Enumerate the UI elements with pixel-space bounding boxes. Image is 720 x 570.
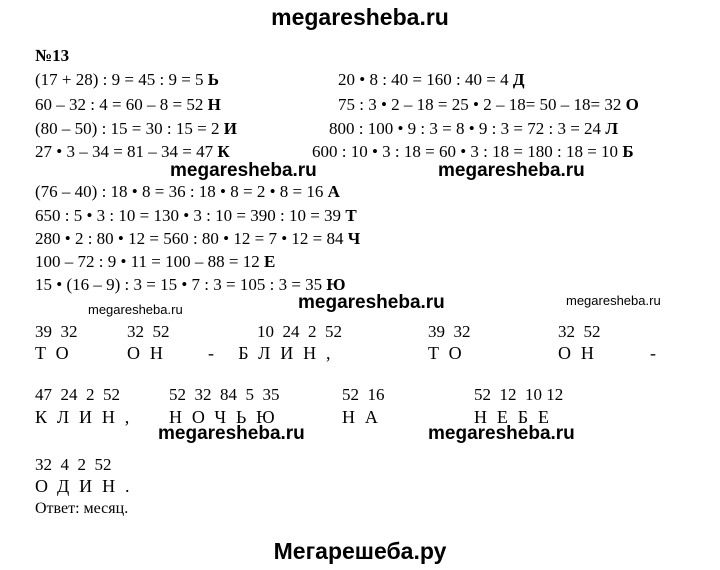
- equation-left-4: 27 • 3 – 34 = 81 – 34 = 47 К: [35, 142, 230, 161]
- answer-text: Ответ: месяц.: [35, 500, 129, 517]
- watermark-mid-b: megaresheba.ru: [438, 160, 585, 181]
- equation-full-5: 15 • (16 – 9) : 3 = 15 • 7 : 3 = 105 : 3 = 35 Ю: [35, 275, 346, 294]
- decode-letters-7: КЛИН,: [35, 407, 140, 427]
- equation-full-4: 100 – 72 : 9 • 11 = 100 – 88 = 12 Е: [35, 252, 276, 271]
- equation-full-2: 650 : 5 • 3 : 10 = 130 • 3 : 10 = 390 : 10 = 39 Т: [35, 206, 357, 225]
- watermark-mid-e: megaresheba.ru: [566, 293, 661, 308]
- decode-nums-9: 52 16: [342, 385, 385, 404]
- decode-nums-11: 32 4 2 52: [35, 455, 112, 474]
- decode-nums-10: 52 12 10 12: [474, 385, 564, 404]
- equation-left-3: (80 – 50) : 15 = 30 : 15 = 2 И: [35, 119, 237, 138]
- watermark-mid-d: megaresheba.ru: [298, 292, 445, 313]
- watermark-mid-g: megaresheba.ru: [428, 423, 575, 444]
- equation-left-2: 60 – 32 : 4 = 60 – 8 = 52 Н: [35, 95, 221, 114]
- watermark-mid-f: megaresheba.ru: [158, 423, 305, 444]
- decode-letters-2: ОН: [127, 343, 173, 363]
- equation-full-1: (76 – 40) : 18 • 8 = 36 : 18 • 8 = 2 • 8 = 16 А: [35, 182, 340, 201]
- equation-right-1: 20 • 8 : 40 = 160 : 40 = 4 Д: [338, 70, 525, 89]
- decode-nums-4: 39 32: [428, 322, 471, 341]
- equation-right-4: 600 : 10 • 3 : 18 = 60 • 3 : 18 = 180 : 18 = 10 Б: [312, 142, 634, 161]
- equation-right-2: 75 : 3 • 2 – 18 = 25 • 2 – 18= 50 – 18= 32 О: [338, 95, 639, 114]
- decode-letters-3: - БЛИН,: [208, 343, 341, 363]
- decode-nums-3: 10 24 2 52: [257, 322, 342, 341]
- decode-letters-8: НОЧЬЮ: [169, 407, 285, 427]
- watermark-mid-c: megaresheba.ru: [88, 302, 183, 317]
- decode-nums-1: 39 32: [35, 322, 78, 341]
- decode-letters-4: ТО: [428, 343, 472, 363]
- decode-letters-6: -: [650, 343, 666, 363]
- decode-letters-9: НА: [342, 407, 388, 427]
- task-number: №13: [35, 46, 70, 65]
- decode-nums-8: 52 32 84 5 35: [169, 385, 280, 404]
- footer-site-name: Мегарешеба.ру: [273, 538, 447, 564]
- decode-letters-5: ОН: [558, 343, 604, 363]
- equation-right-3: 800 : 100 • 9 : 3 = 8 • 9 : 3 = 72 : 3 = 24 Л: [329, 119, 618, 138]
- decode-letters-1: ТО: [35, 343, 79, 363]
- equation-full-3: 280 • 2 : 80 • 12 = 560 : 80 • 12 = 7 • 12 = 84 Ч: [35, 229, 361, 248]
- decode-nums-5: 32 52: [558, 322, 601, 341]
- decode-nums-7: 47 24 2 52: [35, 385, 120, 404]
- equation-left-1: (17 + 28) : 9 = 45 : 9 = 5 Ь: [35, 70, 220, 89]
- watermark-top: megaresheba.ru: [271, 4, 449, 30]
- decode-letters-11: ОДИН.: [35, 476, 140, 496]
- decode-letters-10: НЕБЕ: [474, 407, 559, 427]
- watermark-mid-a: megaresheba.ru: [170, 160, 317, 181]
- decode-nums-2: 32 52: [127, 322, 170, 341]
